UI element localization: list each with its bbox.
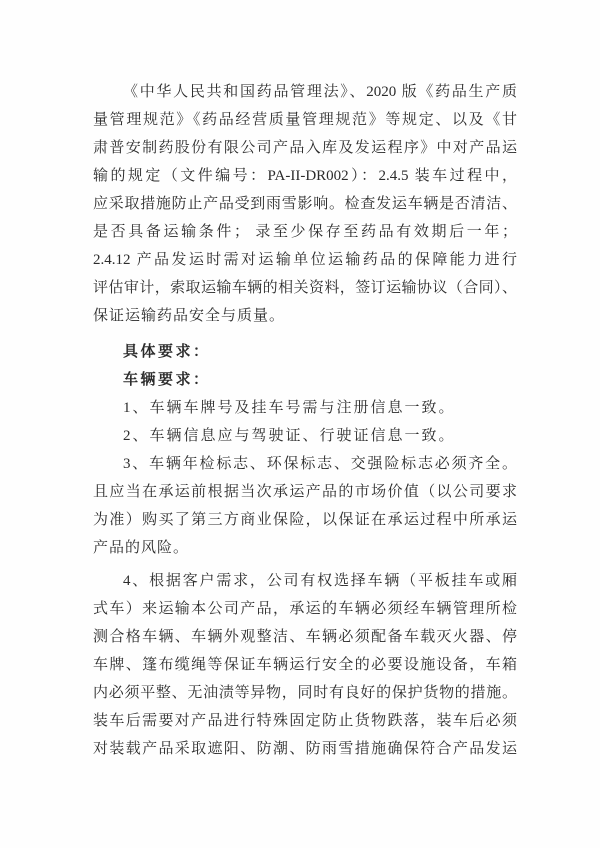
paragraph-line: 应采取措施防止产品受到雨雪影响。检查发运车辆是否清洁、 [93, 196, 517, 212]
list-item-3-line: 产品的风险。 [93, 540, 190, 556]
list-item-3-line: 3、车辆年检标志、环保标志、交强险标志必须齐全。 [123, 456, 517, 472]
list-item-1: 1、车辆车牌号及挂车号需与注册信息一致。 [123, 400, 456, 416]
paragraph-line: 输的规定（文件编号：PA-II-DR002）：2.4.5 装车过程中， [93, 168, 517, 184]
list-item-4-line: 装车后需要对产品进行特殊固定防止货物跌落，装车后必须 [93, 713, 517, 729]
paragraph-line: 量管理规范》《药品经营质量管理规范》等规定、以及《甘 [93, 112, 517, 128]
list-item-2: 2、车辆信息应与驾驶证、行驶证信息一致。 [123, 428, 456, 444]
list-item-3-line: 且应当在承运前根据当次承运产品的市场价值（以公司要求 [93, 484, 517, 500]
paragraph-line: 保证运输药品安全与质量。 [93, 308, 286, 324]
list-item-3-line: 为准）购买了第三方商业保险，以保证在承运过程中所承运 [93, 512, 517, 528]
list-item-4-line: 对装载产品采取遮阳、防潮、防雨雪措施确保符合产品发运 [93, 741, 517, 757]
document-body [93, 78, 517, 763]
paragraph-line: 肃普安制药股份有限公司产品入库及发运程序》中对产品运 [93, 140, 517, 156]
section-heading-vehicle-requirements: 车辆要求： [123, 372, 211, 388]
list-item-4-line: 测合格车辆、车辆外观整洁、车辆必须配备车载灭火器、停 [93, 629, 517, 645]
paragraph-line: 是否具备运输条件； 录至少保存至药品有效期后一年； [93, 224, 517, 240]
list-item-4-line: 内必须平整、无油渍等异物，同时有良好的保护货物的措施。 [93, 685, 517, 701]
section-heading-specific-requirements: 具体要求： [123, 344, 211, 360]
paragraph-line: 评估审计，索取运输车辆的相关资料，签订运输协议（合同）、 [93, 280, 517, 296]
list-item-4-line: 4、根据客户需求，公司有权选择车辆（平板挂车或厢 [123, 573, 517, 589]
list-item-4-line: 式车）来运输本公司产品，承运的车辆必须经车辆管理所检 [93, 601, 517, 617]
paragraph-line: 《中华人民共和国药品管理法》、2020 版《药品生产质 [123, 84, 517, 100]
list-item-4-line: 车牌、篷布缆绳等保证车辆运行安全的必要设施设备，车箱 [93, 657, 517, 673]
paragraph-line: 2.4.12 产品发运时需对运输单位运输药品的保障能力进行 [93, 252, 517, 268]
